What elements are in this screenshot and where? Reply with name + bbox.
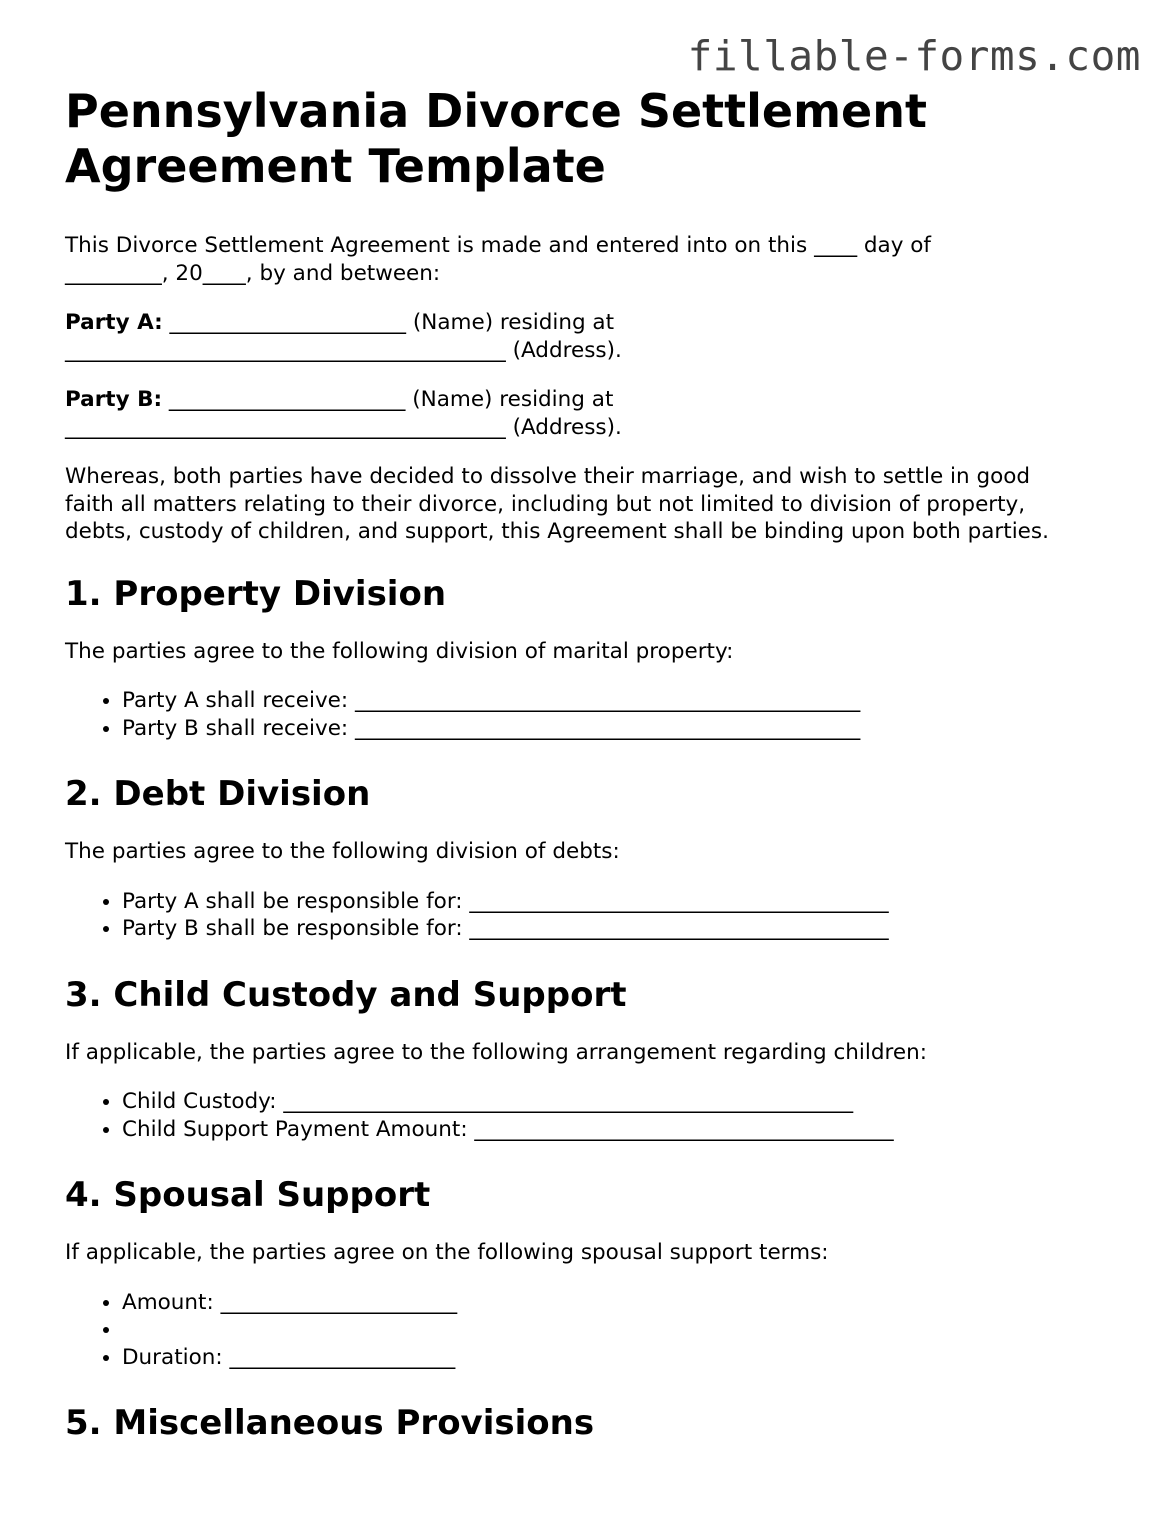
document-page	[65, 84, 1140, 1443]
party-b-name-line: ______________________ (Name) residing at	[162, 387, 614, 412]
whereas-paragraph	[65, 463, 1140, 546]
list-item: • Party A shall receive: _______________________________________________	[122, 687, 1140, 715]
party-a-name-line: ______________________ (Name) residing at	[162, 310, 615, 335]
section-heading-custody: 3. Child Custody and Support	[65, 974, 627, 1015]
party-b-label: Party B:	[65, 387, 163, 412]
list-item	[122, 1316, 1140, 1344]
section-heading-misc: 5. Miscellaneous Provisions	[65, 1403, 595, 1443]
whereas-line-1: Whereas, both parties have decided to dissolve their marriage, and wish to settle in good	[65, 464, 1031, 489]
whereas-line-3: debts, custody of children, and support, this Agreement shall be binding upon both parties.	[65, 519, 1049, 544]
party-a-label: Party A:	[65, 310, 163, 335]
section-lead-custody: If applicable, the parties agree to the following arrangement regarding children:	[65, 1039, 927, 1065]
party-a-block	[65, 309, 1140, 364]
intro-paragraph	[65, 232, 1140, 287]
list-item: • Duration: _____________________	[122, 1344, 1140, 1372]
list-item: • Child Support Payment Amount: _______________________________________	[122, 1116, 1140, 1144]
list-item: • Child Custody: _____________________________________________________	[122, 1088, 1140, 1116]
intro-line-1: This Divorce Settlement Agreement is made and entered into on this ____ day of	[65, 233, 932, 258]
debt-list	[65, 888, 1140, 943]
intro-line-2: _________, 20____, by and between:	[65, 260, 441, 286]
list-item: • Amount: ______________________	[122, 1289, 1140, 1317]
party-b-address-line: _________________________________________ (Address).	[65, 414, 622, 440]
whereas-line-2: faith all matters relating to their divorce, including but not limited to division of property,	[65, 491, 1026, 517]
section-lead-property: The parties agree to the following division of marital property:	[65, 638, 734, 664]
party-a-address-line: _________________________________________ (Address).	[65, 337, 622, 363]
party-b-block	[65, 386, 1140, 441]
section-heading-spousal: 4. Spousal Support	[65, 1175, 431, 1215]
page-title: Pennsylvania Divorce Settlement Agreement Template	[65, 84, 927, 193]
section-heading-property: 1. Property Division	[65, 573, 447, 614]
list-item: • Party B shall be responsible for: _______________________________________	[122, 915, 1140, 943]
watermark: fillable-forms.com	[687, 32, 1141, 80]
list-item: • Party B shall receive: _______________________________________________	[122, 715, 1140, 743]
section-lead-spousal: If applicable, the parties agree on the following spousal support terms:	[65, 1240, 829, 1265]
custody-list	[65, 1088, 1140, 1143]
property-list	[65, 687, 1140, 742]
spousal-list	[65, 1289, 1140, 1372]
list-item: • Party A shall be responsible for: _______________________________________	[122, 888, 1140, 916]
section-lead-debt: The parties agree to the following division of debts:	[65, 839, 620, 864]
section-heading-debt: 2. Debt Division	[65, 774, 371, 814]
